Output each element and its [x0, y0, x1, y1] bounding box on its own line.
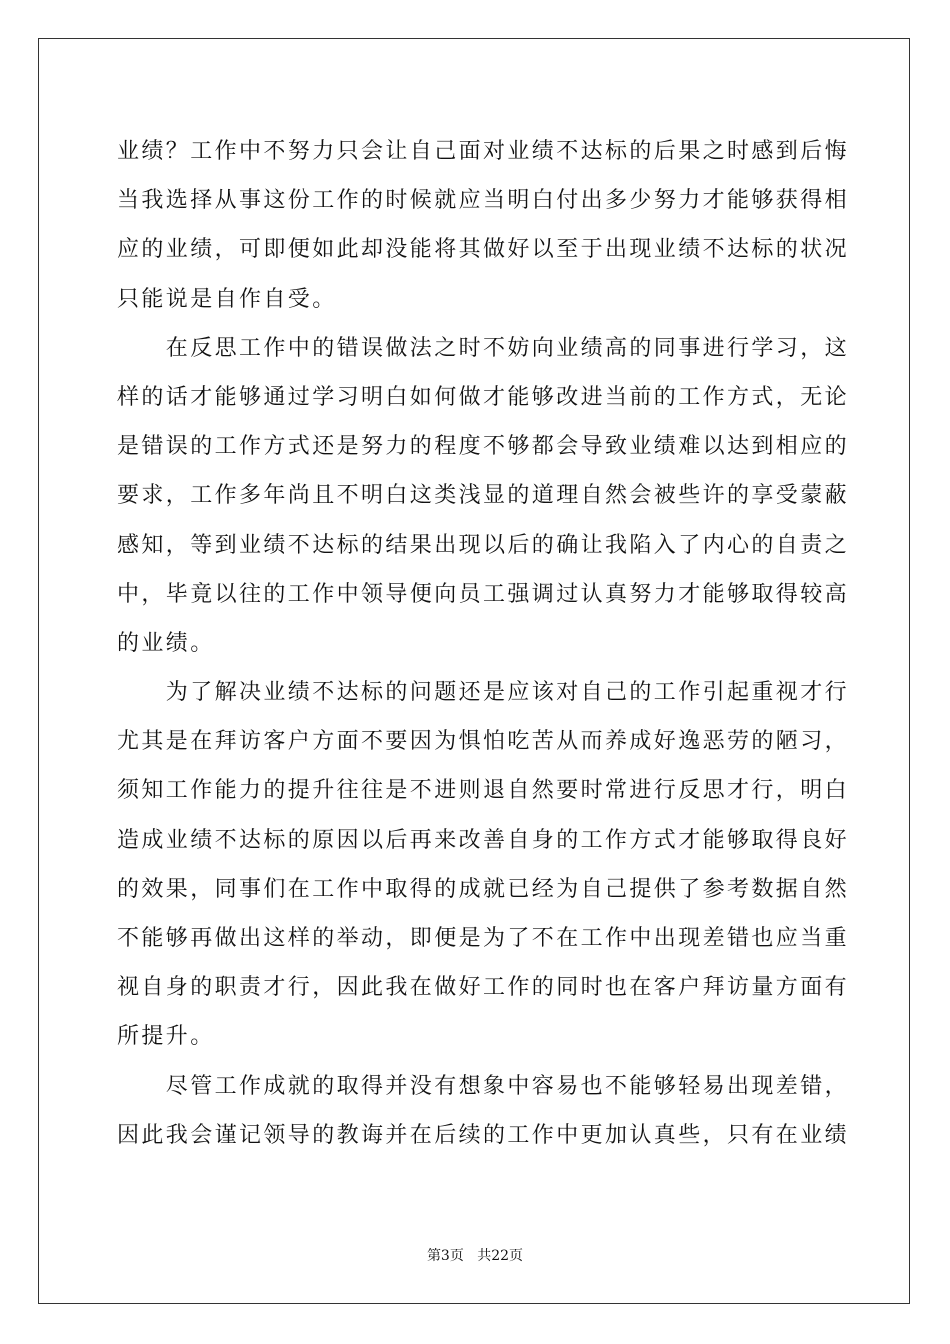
text-line: 要求，工作多年尚且不明白这类浅显的道理自然会被些许的享受蒙蔽	[117, 483, 850, 509]
text-line: 感知，等到业绩不达标的结果出现以后的确让我陷入了内心的自责之	[117, 532, 850, 558]
text-line: 尤其是在拜访客户方面不要因为惧怕吃苦从而养成好逸恶劳的陋习，	[117, 729, 850, 755]
text-line: 样的话才能够通过学习明白如何做才能够改进当前的工作方式，无论	[117, 384, 850, 410]
text-line: 造成业绩不达标的原因以后再来改善自身的工作方式才能够取得良好	[117, 827, 850, 853]
text-line: 尽管工作成就的取得并没有想象中容易也不能够轻易出现差错，	[117, 1073, 850, 1099]
text-line: 因此我会谨记领导的教诲并在后续的工作中更加认真些，只有在业绩	[117, 1122, 850, 1148]
text-line: 须知工作能力的提升往往是不进则退自然要时常进行反思才行，明白	[117, 778, 850, 804]
text-line: 只能说是自作自受。	[117, 286, 337, 312]
text-line: 视自身的职责才行，因此我在做好工作的同时也在客户拜访量方面有	[117, 975, 850, 1001]
text-line: 在反思工作中的错误做法之时不妨向业绩高的同事进行学习，这	[117, 335, 850, 361]
page-footer	[0, 1246, 950, 1266]
text-line: 所提升。	[117, 1024, 215, 1050]
text-line: 是错误的工作方式还是努力的程度不够都会导致业绩难以达到相应的	[117, 434, 850, 460]
footer-spacer	[464, 1248, 477, 1264]
page-number: 第3页	[426, 1248, 464, 1264]
text-line: 为了解决业绩不达标的问题还是应该对自己的工作引起重视才行	[117, 680, 850, 706]
text-line: 业绩？工作中不努力只会让自己面对业绩不达标的后果之时感到后悔	[117, 139, 850, 164]
text-line: 中，毕竟以往的工作中领导便向员工强调过认真努力才能够取得较高	[117, 581, 850, 607]
document-body	[117, 127, 850, 1160]
text-line: 不能够再做出这样的举动，即便是为了不在工作中出现差错也应当重	[117, 926, 850, 951]
text-line: 当我选择从事这份工作的时候就应当明白付出多少努力才能够获得相	[117, 188, 850, 214]
text-line: 应的业绩，可即便如此却没能将其做好以至于出现业绩不达标的状况	[117, 237, 850, 263]
total-pages: 共22页	[477, 1248, 524, 1264]
text-line: 的效果，同事们在工作中取得的成就已经为自己提供了参考数据自然	[117, 876, 850, 902]
text-line: 的业绩。	[117, 630, 215, 656]
